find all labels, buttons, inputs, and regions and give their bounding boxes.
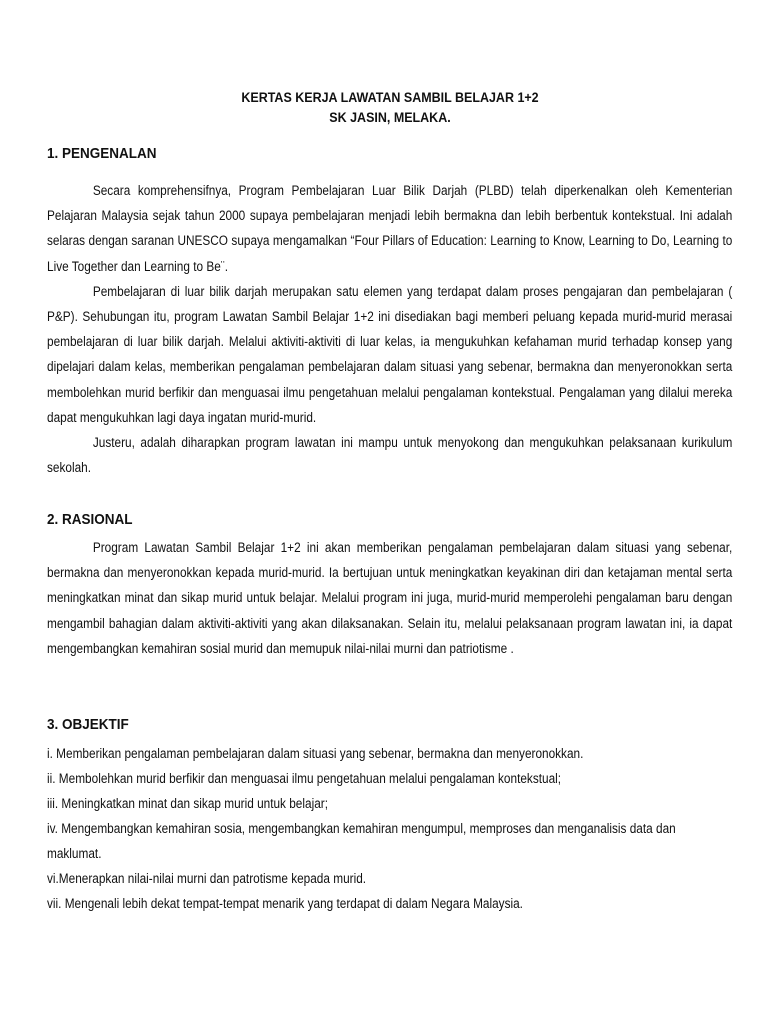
heading-objektif: 3. OBJEKTIF — [47, 716, 129, 733]
list-item: ii. Membolehkan murid berfikir dan menguasai ilmu pengetahuan melalui pengalaman kontekstual; — [47, 771, 562, 786]
pengenalan-paragraph-1: Secara komprehensifnya, Program Pembelajaran Luar Bilik Darjah (PLBD) telah diperkenalkan oleh Kementerian Pelajaran Malaysia sejak tahun 2000 supaya pembelajaran menjadi lebih bermakna dan lebih berbentuk kontekstual. Ini adalah selaras dengan saranan UNESCO supaya mengamalkan “Four Pillars of Education: Learning to Know, Learning to Do, Learning to Live Together dan Learning to Be¨. — [47, 183, 733, 274]
objektif-list — [47, 741, 732, 916]
rasional-paragraph-1: Program Lawatan Sambil Belajar 1+2 ini akan memberikan pengalaman pembelajaran dalam situasi yang sebenar, bermakna dan menyeronokkan kepada murid-murid. Ia bertujuan untuk meningkatkan keyakinan diri dan ketajaman mental serta meningkatkan minat dan sikap murid untuk belajar. Melalui program ini juga, murid-murid memperolehi pengalaman baru dengan mengambil bahagian dalam aktiviti-aktiviti yang akan dilaksanakan. Selain itu, melalui pelaksanaan program lawatan ini, ia dapat mengembangkan kemahiran sosial murid dan memupuk nilai-nilai murni dan patriotisme . — [47, 540, 733, 656]
document-title — [47, 88, 733, 128]
heading-rasional: 2. RASIONAL — [47, 511, 133, 528]
pengenalan-paragraph-2: Pembelajaran di luar bilik darjah merupakan satu elemen yang terdapat dalam proses pengajaran dan pembelajaran ( P&P). Sehubungan itu, program Lawatan Sambil Belajar 1+2 ini disediakan bagi memberi peluang kepada murid-murid merasai pembelajaran di luar bilik darjah. Melalui aktiviti-aktiviti di luar kelas, ia mengukuhkan kefahaman murid terhadap konsep yang dipelajari dalam kelas, memberikan pengalaman pembelajaran dalam situasi yang sebenar, bermakna dan menyeronokkan serta membolehkan murid berfikir dan menguasai ilmu pengetahuan melalui pengalaman kontekstual. Pengalaman yang dilalui mereka dapat mengukuhkan lagi daya ingatan murid-murid. — [47, 283, 733, 425]
list-item: iv. Mengembangkan kemahiran sosia, mengembangkan kemahiran mengumpul, memproses dan menganalisis data dan maklumat. — [47, 821, 676, 861]
title-line-2: SK JASIN, MELAKA. — [329, 110, 451, 126]
title-line-1: KERTAS KERJA LAWATAN SAMBIL BELAJAR 1+2 — [241, 90, 539, 106]
pengenalan-paragraph-3: Justeru, adalah diharapkan program lawatan ini mampu untuk menyokong dan mengukuhkan pelaksanaan kurikulum sekolah. — [47, 435, 733, 476]
list-item: vii. Mengenali lebih dekat tempat-tempat menarik yang terdapat di dalam Negara Malaysia. — [47, 896, 523, 911]
rasional-body — [47, 535, 732, 661]
heading-pengenalan: 1. PENGENALAN — [47, 145, 157, 162]
list-item: vi.Menerapkan nilai-nilai murni dan patrotisme kepada murid. — [47, 871, 367, 886]
list-item: iii. Meningkatkan minat dan sikap murid untuk belajar; — [47, 796, 328, 811]
list-item: i. Memberikan pengalaman pembelajaran dalam situasi yang sebenar, bermakna dan menyeronokkan. — [47, 746, 584, 761]
pengenalan-body — [47, 178, 732, 480]
